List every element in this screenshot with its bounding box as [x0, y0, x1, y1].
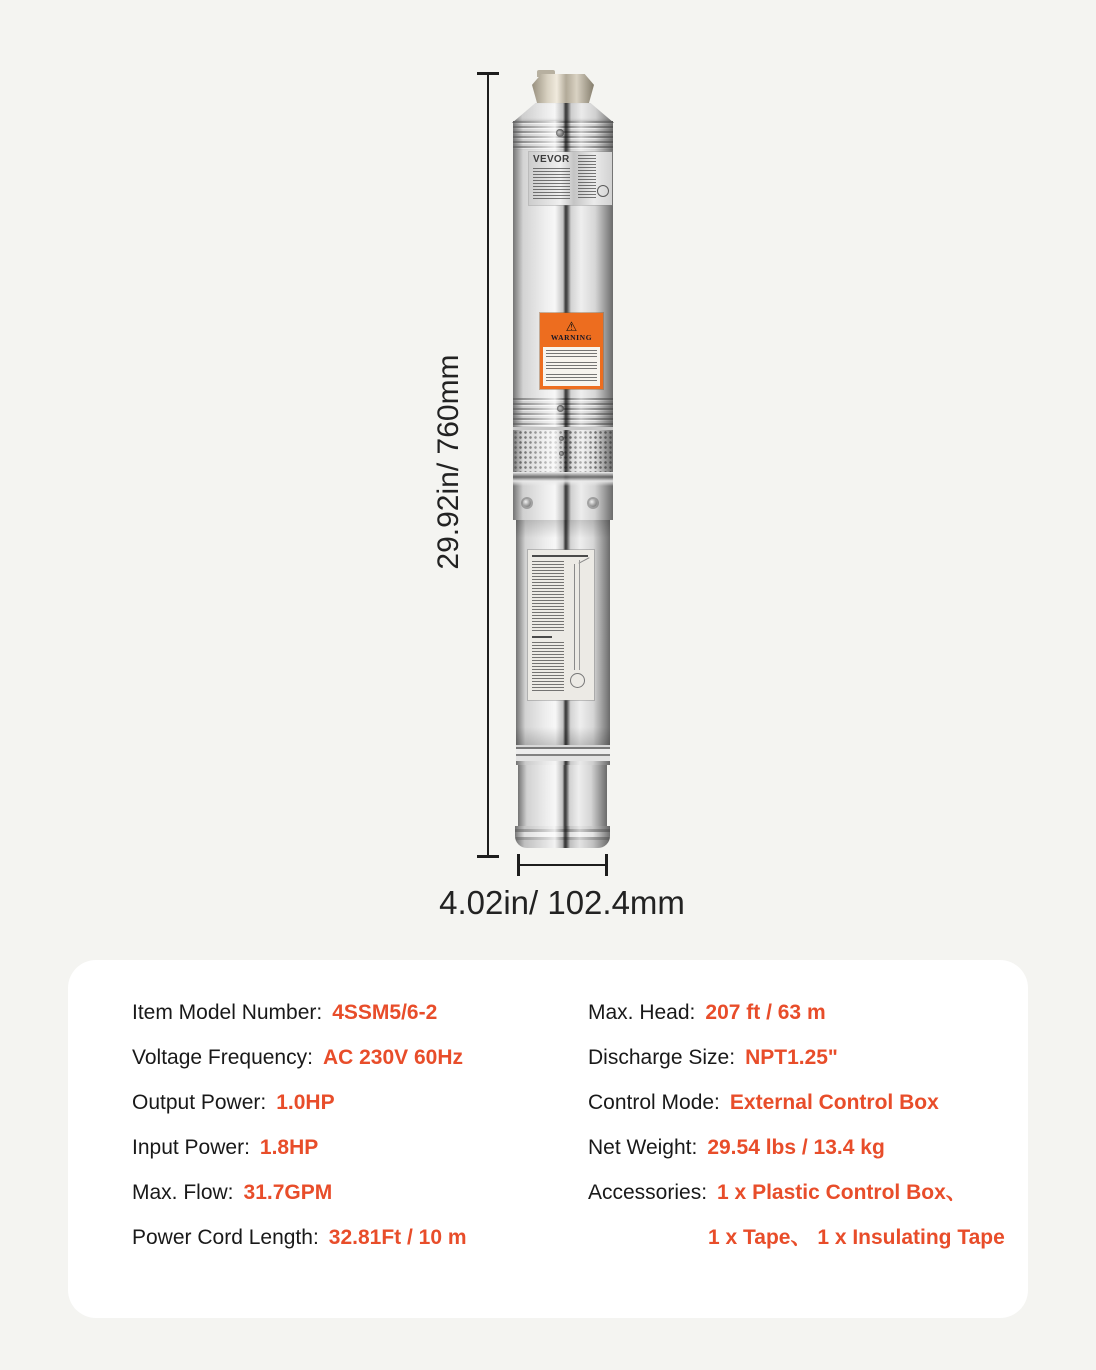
screen-seam-hole: [559, 451, 564, 456]
spec-value: External Control Box: [729, 1091, 939, 1114]
spec-value: 31.7GPM: [243, 1181, 333, 1204]
spec-label: Net Weight:: [588, 1136, 698, 1159]
spec-row-accessories: [588, 1181, 1005, 1205]
nameplate-fine-print: [578, 155, 596, 199]
pump-vent-hole: [556, 129, 564, 137]
spec-row-max-flow: [132, 1181, 467, 1205]
spec-row-output-power: [132, 1091, 467, 1115]
diagram-pipe-line: [579, 560, 580, 670]
spec-label: Max. Flow:: [132, 1181, 234, 1204]
pump-vent-hole: [557, 405, 564, 412]
spec-row-discharge-size: [588, 1046, 1005, 1070]
pump-instruction-label: [528, 550, 594, 700]
warning-fine-print: [546, 374, 597, 383]
specs-column-left: [132, 1001, 467, 1250]
screen-seam-hole: [559, 436, 564, 441]
spec-row-max-head: [588, 1001, 1005, 1025]
pump-rib-band-middle: [513, 398, 613, 427]
warning-fine-print: [546, 350, 597, 359]
pump-warning-label: [540, 313, 603, 389]
instruction-title-line: [532, 555, 588, 557]
coupling-screw: [523, 499, 531, 507]
spec-label: Power Cord Length:: [132, 1226, 319, 1249]
spec-row-control-mode: [588, 1091, 1005, 1115]
instruction-fine-print: [532, 642, 564, 692]
spec-label: Item Model Number:: [132, 1001, 323, 1024]
pump-product-image: [503, 70, 623, 860]
instruction-fine-print: [532, 561, 564, 631]
warning-triangle-icon: ⚠: [565, 318, 578, 334]
spec-label: Accessories:: [588, 1181, 708, 1204]
nameplate-left-panel: [529, 152, 574, 205]
spec-value: 207 ft / 63 m: [705, 1001, 826, 1024]
pump-coupling-band: [513, 472, 613, 520]
spec-label: Discharge Size:: [588, 1046, 736, 1069]
spec-value: 1.0HP: [276, 1091, 335, 1114]
spec-value: NPT1.25": [745, 1046, 838, 1069]
height-dimension-line: [487, 73, 489, 857]
etl-certification-icon: [597, 185, 609, 197]
specs-column-right: [588, 1001, 1005, 1250]
diagram-pipe-line: [574, 564, 575, 670]
spec-value: 1 x Plastic Control Box、: [717, 1181, 967, 1204]
height-dimension-label: 29.92in/ 760mm: [432, 354, 465, 570]
spec-row-net-weight: [588, 1136, 1005, 1160]
spec-row-voltage-frequency: [132, 1046, 467, 1070]
warning-text-panel: [543, 347, 600, 386]
nameplate-fine-print: [533, 168, 570, 200]
brand-wordmark: VEVOR: [533, 154, 570, 165]
coupling-screw: [589, 499, 597, 507]
pump-lower-body: [518, 765, 607, 828]
spec-row-item-model-number: [132, 1001, 467, 1025]
spec-label: Input Power:: [132, 1136, 250, 1159]
warning-fine-print: [546, 362, 597, 371]
spec-label: Output Power:: [132, 1091, 267, 1114]
instruction-subtitle-line: [532, 636, 552, 638]
pump-step-rings: [516, 745, 610, 765]
spec-value: 4SSM5/6-2: [332, 1001, 438, 1024]
width-dimension-line: [518, 864, 607, 866]
spec-value: 29.54 lbs / 13.4 kg: [707, 1136, 885, 1159]
diagram-pipe-bend: [578, 557, 589, 564]
width-dimension-label: 4.02in/ 102.4mm: [439, 884, 685, 921]
diagram-pump-symbol: [570, 673, 585, 688]
installation-diagram: [566, 560, 590, 692]
spec-value: AC 230V 60Hz: [322, 1046, 464, 1069]
spec-value: 32.81Ft / 10 m: [328, 1226, 467, 1249]
spec-row-input-power: [132, 1136, 467, 1160]
spec-row-power-cord-length: [132, 1226, 467, 1250]
spec-row-accessories-continued: [708, 1226, 1005, 1250]
pump-top-shoulder: [512, 103, 614, 123]
spec-label: Max. Head:: [588, 1001, 696, 1024]
pump-rib-band-top: [513, 121, 613, 152]
spec-value: 1.8HP: [259, 1136, 319, 1159]
spec-label: Control Mode:: [588, 1091, 720, 1114]
nameplate-right-panel: [574, 152, 612, 205]
warning-title: WARNING: [550, 332, 593, 342]
pump-base-foot: [515, 826, 610, 848]
pump-discharge-fitting: [532, 74, 594, 105]
spec-value: 1 x Tape、 1 x Insulating Tape: [708, 1226, 1005, 1249]
spec-label: Voltage Frequency:: [132, 1046, 313, 1069]
pump-nameplate-label: [529, 152, 612, 205]
warning-header: [543, 316, 600, 345]
